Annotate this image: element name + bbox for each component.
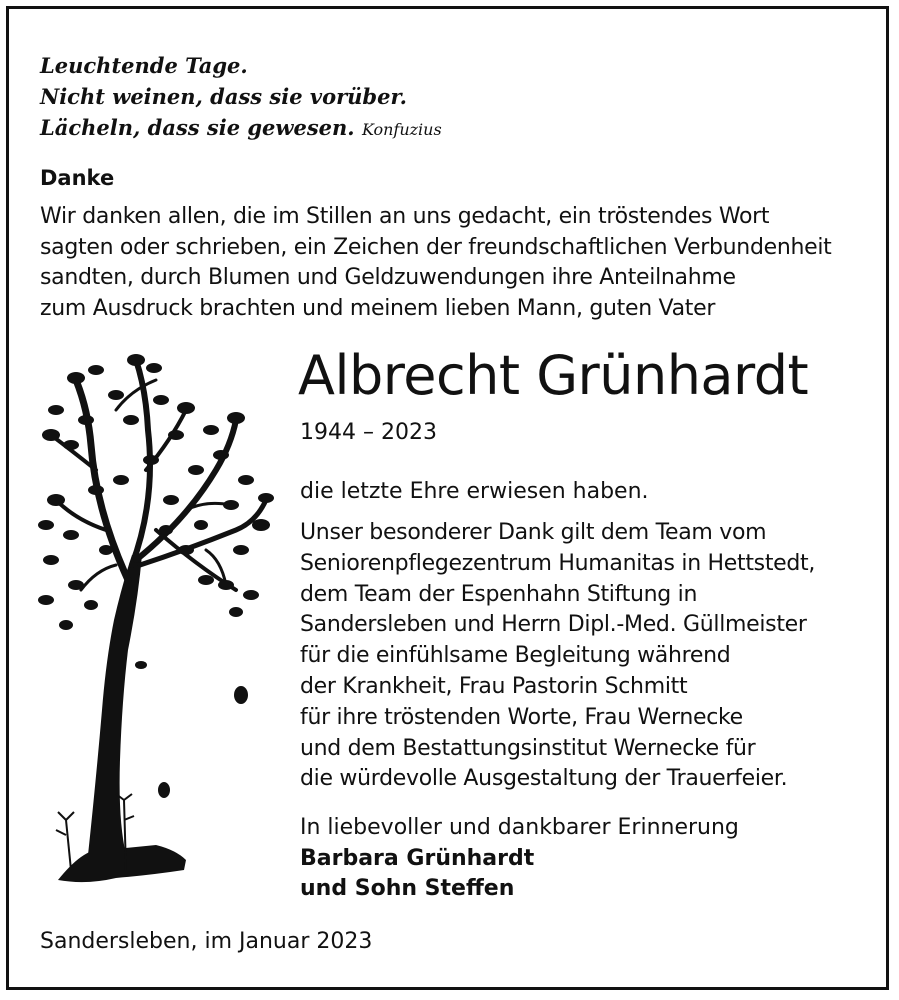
intro-line: zum Ausdruck brachten und meinem lieben Mann, guten Vater xyxy=(40,295,716,321)
quote-line-text: Lächeln, dass sie gewesen. xyxy=(40,115,355,140)
special-thanks-line: Sandersleben und Herrn Dipl.-Med. Güllmeister xyxy=(300,612,807,638)
intro-line: sandten, durch Blumen und Geldzuwendungen ihre Anteilnahme xyxy=(40,265,736,290)
special-thanks-line: Unser besonderer Dank gilt dem Team vom xyxy=(300,520,767,545)
closing xyxy=(300,813,739,905)
quote-line xyxy=(40,112,442,145)
special-thanks-line: der Krankheit, Frau Pastorin Schmitt xyxy=(300,673,688,699)
signer: Barbara Grünhardt xyxy=(300,845,535,871)
intro-line: sagten oder schrieben, ein Zeichen der freundschaftlichen Verbundenheit xyxy=(40,234,832,260)
special-thanks-line: die würdevolle Ausgestaltung der Trauerfeier. xyxy=(300,766,788,792)
quote-line: Leuchtende Tage. xyxy=(40,53,248,78)
closing-line: In liebevoller und dankbarer Erinnerung xyxy=(300,815,739,840)
special-thanks xyxy=(300,518,875,795)
tree-silhouette-icon xyxy=(36,350,276,895)
life-dates: 1944 – 2023 xyxy=(300,420,437,445)
special-thanks-line: für ihre tröstenden Worte, Frau Wernecke xyxy=(300,704,743,730)
special-thanks-line: dem Team der Espenhahn Stiftung in xyxy=(300,581,698,607)
quote-line: Nicht weinen, dass sie vorüber. xyxy=(40,84,407,109)
quote-author: Konfuzius xyxy=(361,120,442,139)
honour-line: die letzte Ehre erwiesen haben. xyxy=(300,479,649,504)
deceased-name: Albrecht Grünhardt xyxy=(298,344,809,407)
special-thanks-line: und dem Bestattungsinstitut Wernecke für xyxy=(300,735,756,761)
special-thanks-line: für die einfühlsame Begleitung während xyxy=(300,643,731,669)
quote xyxy=(40,50,442,145)
place-date: Sandersleben, im Januar 2023 xyxy=(40,929,373,954)
thanks-heading: Danke xyxy=(40,166,115,190)
special-thanks-line: Seniorenpflegezentrum Humanitas in Hettstedt, xyxy=(300,550,816,576)
intro-line: Wir danken allen, die im Stillen an uns gedacht, ein tröstendes Wort xyxy=(40,204,770,229)
intro-text xyxy=(40,202,880,324)
signer: und Sohn Steffen xyxy=(300,876,515,901)
